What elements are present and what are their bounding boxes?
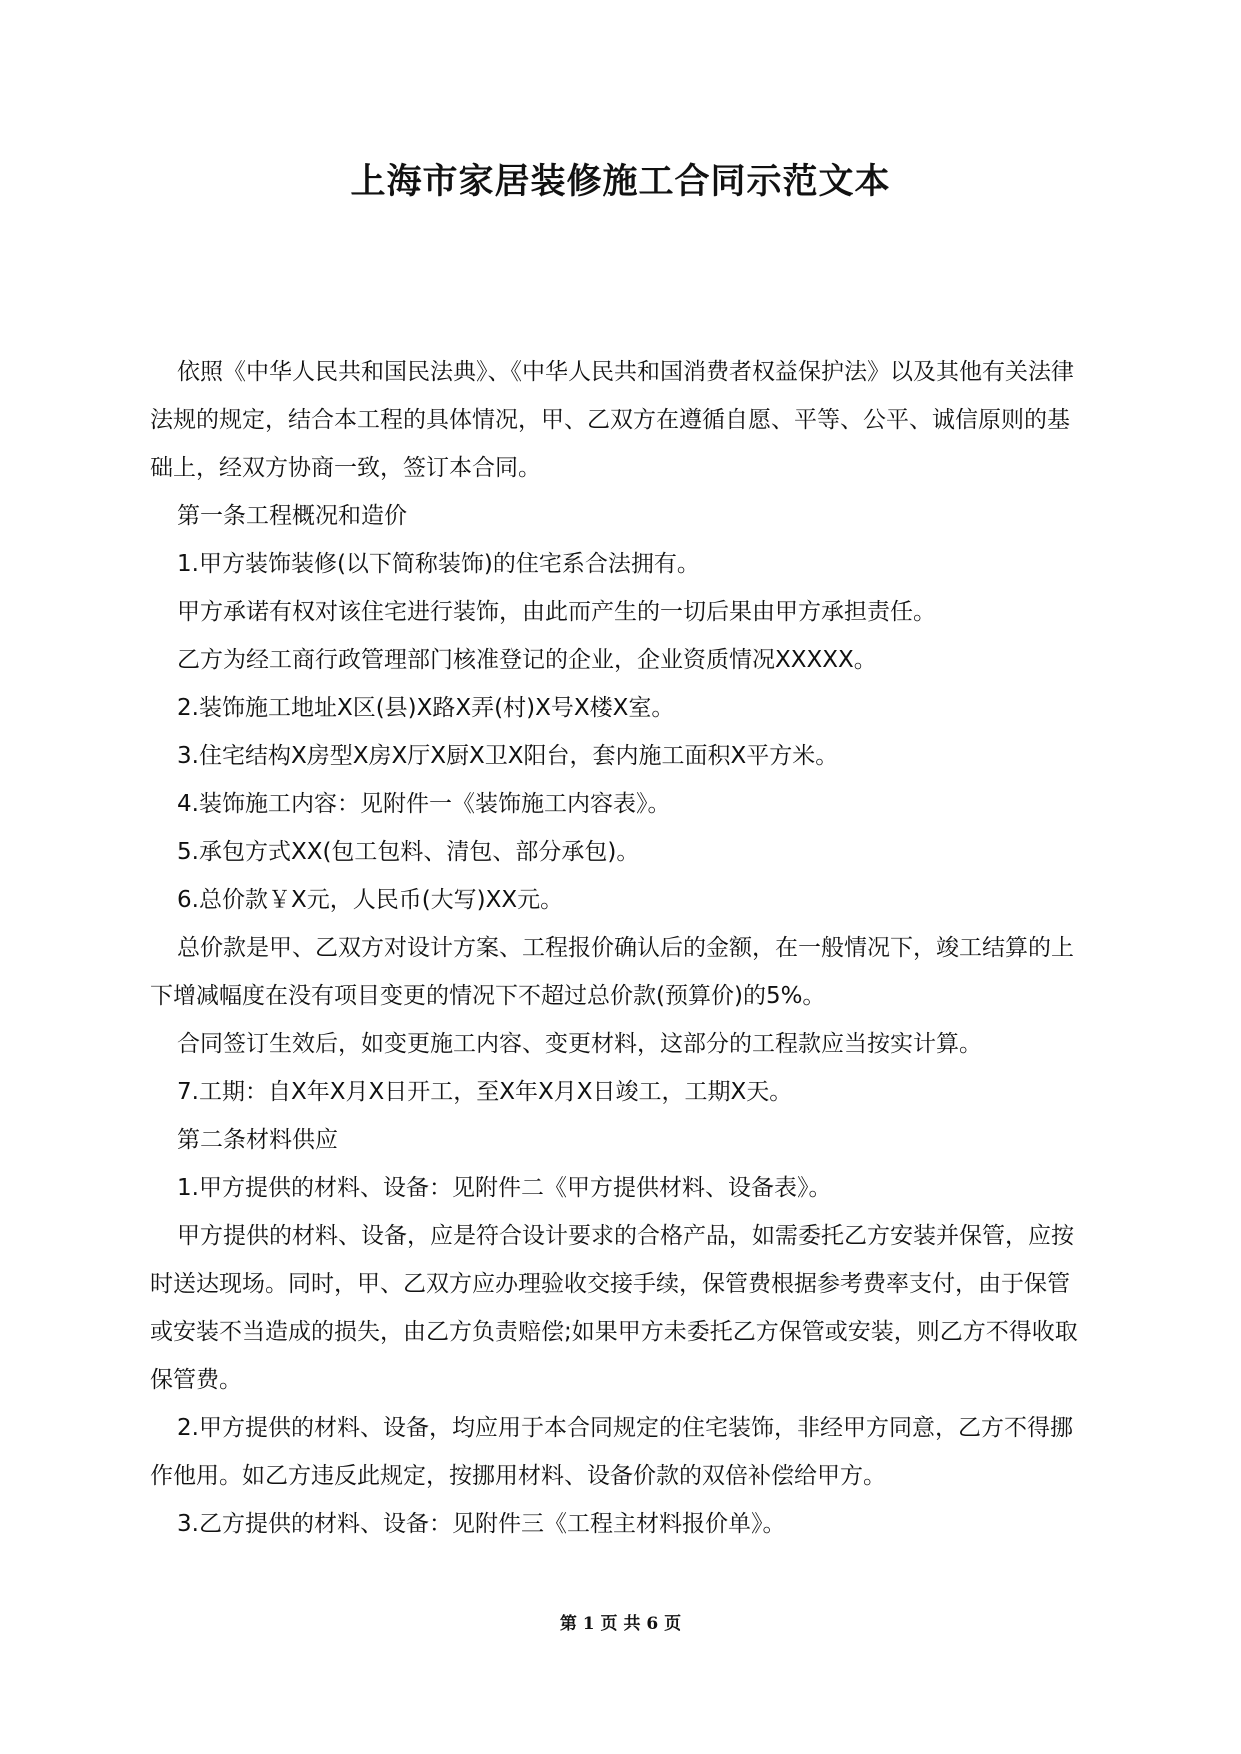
clause-1-5: 5.承包方式XX(包工包料、清包、部分承包)。 (177, 839, 640, 865)
paragraph: 甲方提供的材料、设备，应是符合设计要求的合格产品，如需委托乙方安装并保管，应按时送达现场。同时，甲、乙双方应办理验收交接手续，保管费根据参考费率支付，由于保管或安装不当造成的损失，由乙方负责赔偿;如果甲方未委托乙方保管或安装，则乙方不得收取保管费。 (150, 1223, 1078, 1393)
clause-2-1: 1.甲方提供的材料、设备：见附件二《甲方提供材料、设备表》。 (177, 1175, 832, 1201)
clause-2-3: 3.乙方提供的材料、设备：见附件三《工程主材料报价单》。 (177, 1511, 786, 1537)
clause-1-6: 6.总价款￥X元，人民币(大写)XX元。 (177, 887, 564, 913)
paragraph: 总价款是甲、乙双方对设计方案、工程报价确认后的金额，在一般情况下，竣工结算的上下增减幅度在没有项目变更的情况下不超过总价款(预算价)的5%。 (150, 935, 1074, 1009)
document-body (150, 348, 1090, 1548)
clause-1-7: 7.工期：自X年X月X日开工，至X年X月X日竣工，工期X天。 (177, 1079, 793, 1105)
section-heading-article-1: 第一条工程概况和造价 (177, 503, 407, 529)
clause-1-4: 4.装饰施工内容：见附件一《装饰施工内容表》。 (177, 791, 671, 817)
page-number-label: 第 1 页 共 6 页 (559, 1614, 682, 1634)
paragraph: 合同签订生效后，如变更施工内容、变更材料，这部分的工程款应当按实计算。 (177, 1031, 982, 1057)
paragraph: 甲方承诺有权对该住宅进行装饰，由此而产生的一切后果由甲方承担责任。 (177, 599, 936, 625)
clause-1-1: 1.甲方装饰装修(以下简称装饰)的住宅系合法拥有。 (177, 551, 700, 577)
clause-1-2: 2.装饰施工地址X区(县)X路X弄(村)X号X楼X室。 (177, 695, 675, 721)
paragraph-preamble: 依照《中华人民共和国民法典》、《中华人民共和国消费者权益保护法》以及其他有关法律法规的规定，结合本工程的具体情况，甲、乙双方在遵循自愿、平等、公平、诚信原则的基础上，经双方协商一致，签订本合同。 (150, 359, 1074, 481)
document-title: 上海市家居装修施工合同示范文本 (350, 162, 891, 202)
paragraph: 乙方为经工商行政管理部门核准登记的企业，企业资质情况XXXXX。 (177, 647, 877, 673)
page-footer (0, 1612, 1241, 1636)
clause-2-2: 2.甲方提供的材料、设备，均应用于本合同规定的住宅装饰，非经甲方同意，乙方不得挪作他用。如乙方违反此规定，按挪用材料、设备价款的双倍补偿给甲方。 (150, 1415, 1073, 1489)
clause-1-3: 3.住宅结构X房型X房X厅X厨X卫X阳台，套内施工面积X平方米。 (177, 743, 839, 769)
section-heading-article-2: 第二条材料供应 (177, 1127, 338, 1153)
